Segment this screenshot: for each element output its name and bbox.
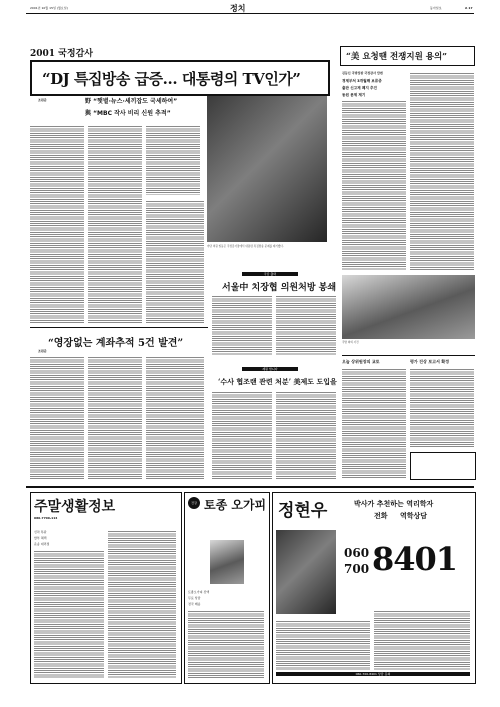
ad3-number-mid: 700 <box>344 562 370 576</box>
main-photo <box>207 96 327 242</box>
right-photo <box>342 275 475 339</box>
ad1-line: 신차 특판 <box>34 530 47 534</box>
newspaper-name: 동아일보 <box>430 6 442 10</box>
right-headline: “美 요청땐 전쟁지원 용의” <box>346 52 448 62</box>
classified-listing <box>34 550 104 678</box>
ad3-text <box>374 610 470 670</box>
ad1-line: 할부 혜택 <box>34 536 47 540</box>
classified-listing <box>108 530 176 678</box>
ad2-line: 무료 상담 <box>188 596 201 600</box>
article-column <box>212 391 272 479</box>
article-column <box>146 200 204 323</box>
page-number: A 17 <box>465 6 473 10</box>
ad2-text <box>188 610 264 678</box>
ad-rule <box>26 486 474 488</box>
ad3-footer: 060-700-8401 상담 문의 <box>276 672 470 676</box>
article-column <box>276 295 336 355</box>
main-photo-caption: 야당 의원 일동은 국정감사장에서 대통령 특집방송 문제를 제기했다. <box>207 245 284 248</box>
article-column <box>276 391 336 479</box>
ad3-name: 정현우 <box>278 501 328 521</box>
ad3-number-main: 8401 <box>372 540 458 578</box>
ad1-title: 주말생활정보 <box>34 499 116 515</box>
ad2-title: 토종 오가피 <box>204 498 267 512</box>
ad3-subtitle: 역학상담 <box>400 512 428 520</box>
article-column <box>88 125 142 323</box>
section-label: 2001 국정감사 <box>30 49 93 59</box>
info-box <box>410 452 476 480</box>
right-subhead: 김동신 국방장관 국정감사 답변 <box>342 71 383 75</box>
article-column <box>30 125 84 323</box>
main-subhead-2: 與 “MBC 작사 비리 신원 추적” <box>85 110 171 117</box>
header-rule <box>26 13 474 14</box>
ad3-portrait <box>276 530 336 614</box>
ad2-photo <box>210 540 244 584</box>
main-subhead-1: 野 “햇볕·뉴스·세끼잡도 국세하여” <box>85 98 178 105</box>
ad2-line: 전국 배송 <box>188 602 201 606</box>
ad3-text <box>276 620 370 670</box>
right-item: 동원 문제 제기 <box>342 93 366 97</box>
right-item: 경제부처 3개월째 보류중 <box>342 79 382 83</box>
ad2-tag: 건강 <box>188 497 200 509</box>
article-column <box>410 72 474 270</box>
second-byline: 조원준 <box>38 349 47 353</box>
section-name: 정치 <box>230 3 246 13</box>
second-headline: “영장없는 계좌추적 5건 발견” <box>48 338 184 349</box>
right-photo-caption: 국방 회의 사진 <box>342 341 359 344</box>
main-byline: 조원준 <box>38 98 47 102</box>
small-news-headline: 오늘 상위원장의 교토 <box>342 359 380 364</box>
small-news-headline: 평가 진상 보고서 확정 <box>410 359 449 364</box>
article-column <box>342 100 406 270</box>
divider <box>342 355 475 356</box>
ad1-phone: 080-7700-114 <box>34 516 58 520</box>
ad2-line: 토종오가피 진액 <box>188 590 210 594</box>
ad3-number-prefix: 060 <box>344 546 370 560</box>
article-column <box>342 368 406 478</box>
article-column <box>30 356 84 479</box>
bottom-mid-headline: ‘수사 협조랜 관련 처분’ 美제도 도입을 <box>218 377 337 386</box>
ad3-title: 박사가 추천하는 역리학자 <box>354 500 434 508</box>
mid-label: 국감 출력 <box>242 272 298 276</box>
bottom-mid-label: 제원 합니다 <box>242 367 298 371</box>
article-column <box>146 356 204 479</box>
article-column <box>410 368 474 448</box>
article-column <box>212 295 272 355</box>
divider <box>30 327 208 328</box>
article-column <box>146 125 200 195</box>
article-column <box>88 356 142 479</box>
ad3-tel-label: 전화 <box>374 512 388 520</box>
header-date: 2001년 10월 15일 (월요일) <box>30 6 68 10</box>
mid-headline: 서울中 치장협 의원처방 봉쇄 <box>222 283 337 293</box>
ad1-line: 운송 대리점 <box>34 542 50 546</box>
right-item: 출판 신고제 폐지 추진 <box>342 86 377 90</box>
main-headline: “DJ 특집방송 급증… 대통령의 TV인가” <box>42 70 301 88</box>
